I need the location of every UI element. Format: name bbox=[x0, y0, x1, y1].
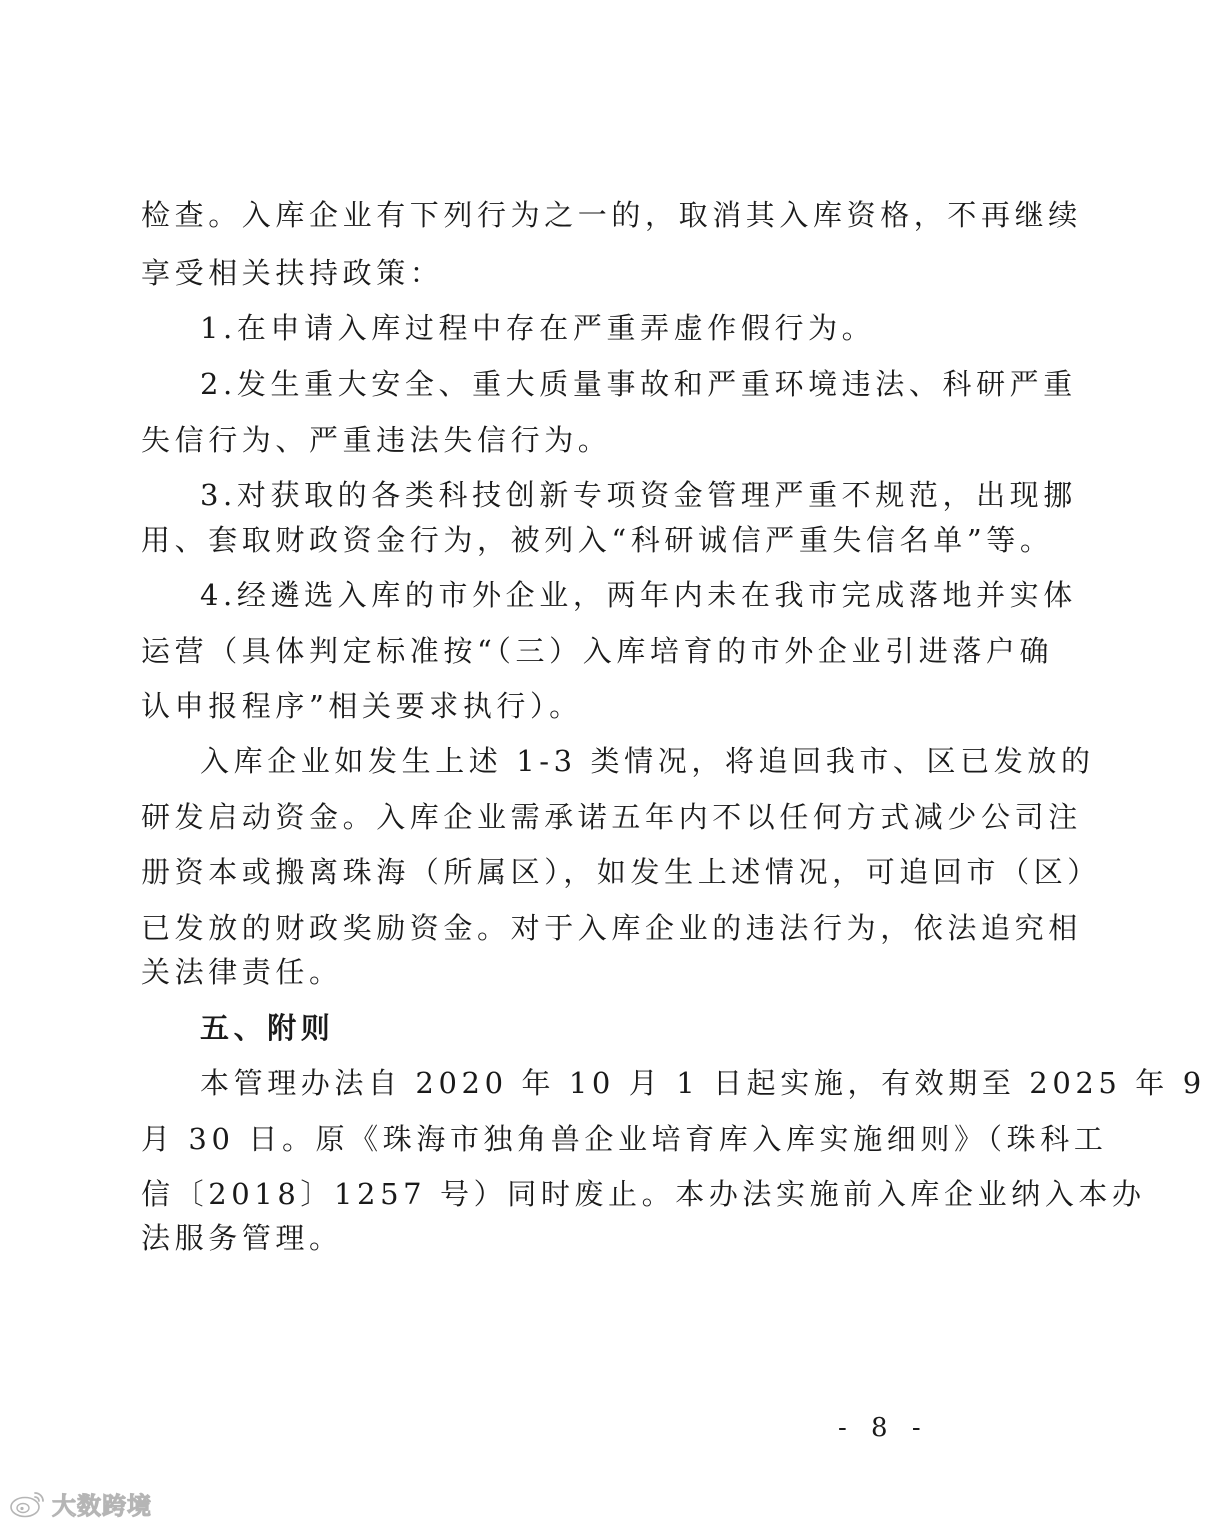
paragraph-start: 入库企业如发生上述 1-3 类情况，将追回我市、区已发放的 bbox=[200, 744, 1095, 778]
list-item-3: 3.对获取的各类科技创新专项资金管理严重不规范，出现挪 bbox=[200, 478, 1077, 512]
text-line: 享受相关扶持政策： bbox=[141, 256, 444, 290]
watermark bbox=[8, 1487, 152, 1519]
list-item-1: 1.在申请入库过程中存在严重弄虚作假行为。 bbox=[200, 311, 876, 345]
text-line: 失信行为、严重违法失信行为。 bbox=[141, 423, 612, 457]
text-line: 检查。入库企业有下列行为之一的，取消其入库资格，不再继续 bbox=[141, 198, 1082, 232]
text-line: 法服务管理。 bbox=[141, 1221, 343, 1255]
text-line: 认申报程序”相关要求执行）。 bbox=[141, 689, 583, 723]
section-heading: 五、附则 bbox=[200, 1011, 335, 1045]
text-line: 关法律责任。 bbox=[141, 955, 343, 989]
text-line: 信〔2018〕1257 号）同时废止。本办法实施前入库企业纳入本办 bbox=[141, 1177, 1146, 1211]
list-item-4: 4.经遴选入库的市外企业，两年内未在我市完成落地并实体 bbox=[200, 578, 1077, 612]
text-line: 册资本或搬离珠海（所属区），如发生上述情况，可追回市（区） bbox=[141, 855, 1101, 889]
list-item-2: 2.发生重大安全、重大质量事故和严重环境违法、科研严重 bbox=[200, 367, 1077, 401]
page-number: - 8 - bbox=[838, 1413, 929, 1443]
text-line: 研发启动资金。入库企业需承诺五年内不以任何方式减少公司注 bbox=[141, 800, 1082, 834]
paragraph-start: 本管理办法自 2020 年 10 月 1 日起实施，有效期至 2025 年 9 bbox=[200, 1066, 1206, 1100]
text-line: 运营（具体判定标准按“（三）入库培育的市外企业引进落户确 bbox=[141, 634, 1054, 668]
text-line: 用、套取财政资金行为，被列入“科研诚信严重失信名单”等。 bbox=[141, 523, 1054, 557]
watermark-text: 大数跨境 bbox=[52, 1491, 152, 1520]
text-line: 已发放的财政奖励资金。对于入库企业的违法行为，依法追究相 bbox=[141, 911, 1082, 945]
weibo-logo-icon bbox=[8, 1487, 48, 1519]
text-line: 月 30 日。原《珠海市独角兽企业培育库入库实施细则》（珠科工 bbox=[141, 1122, 1108, 1156]
